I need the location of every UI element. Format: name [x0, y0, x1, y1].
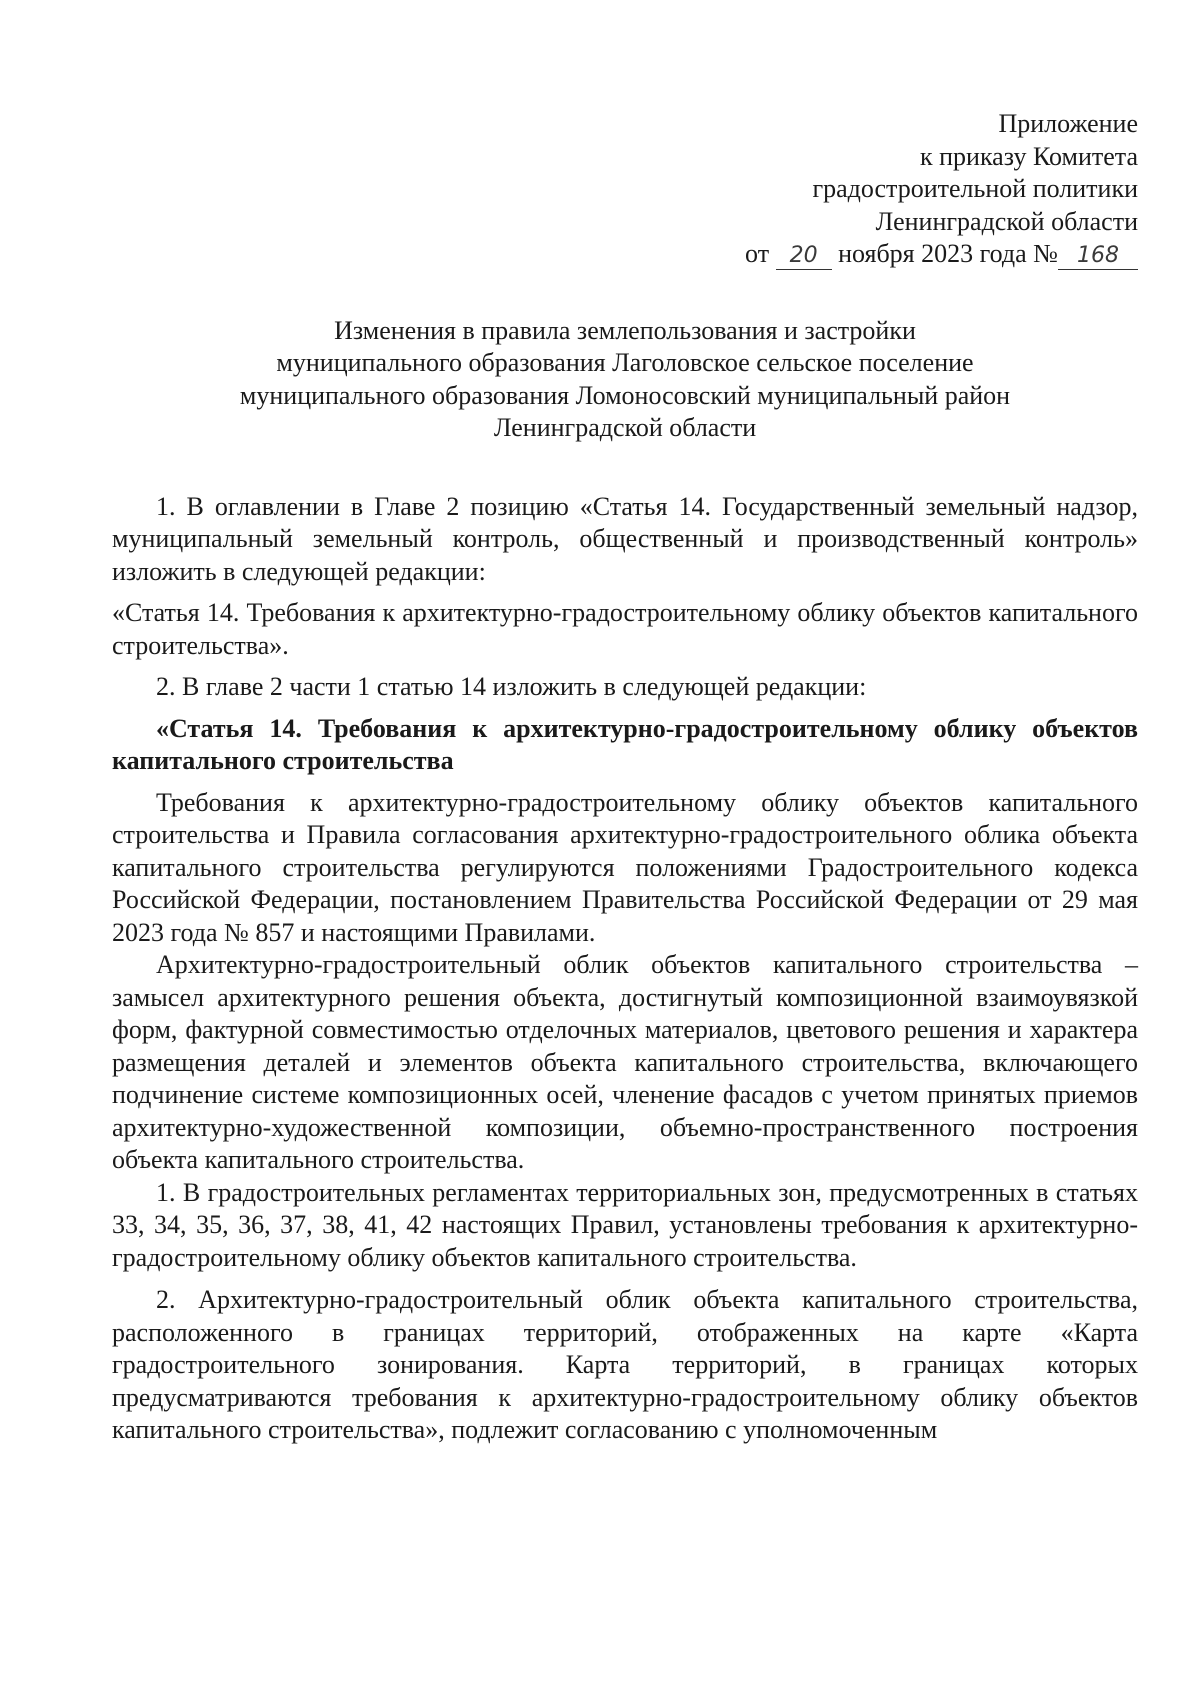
paragraph-new-title: «Статья 14. Требования к архитектурно-градостроительному облику объектов капитального строительства». [112, 598, 1138, 660]
document-body [112, 491, 1138, 1447]
title-line: Изменения в правила землепользования и застройки [334, 315, 916, 345]
document-title [112, 315, 1138, 445]
order-date-line [112, 238, 1138, 271]
title-line: Ленинградской области [493, 413, 757, 442]
committee-name: градостроительной политики [812, 174, 1138, 203]
article-paragraph: Архитектурно-градостроительный облик объектов капитального строительства – замысел архитектурного решения объекта, достигнутый композиционной взаимоувязкой форм, фактурной совместимостью отделочных материалов, цветового решения и характера размещения деталей и элементов объекта капитального строительства, включающего подчинение системе композиционных осей, членение фасадов с учетом принятых приемов архитектурно-художественной композиции, объемно-пространственного построения объекта капитального строительства. [112, 950, 1138, 1174]
document-page [112, 108, 1138, 1447]
appendix-label: Приложение [998, 109, 1138, 138]
date-prefix: от [745, 239, 770, 268]
region-name: Ленинградской области [875, 206, 1138, 236]
paragraph-item-1: 1. В оглавлении в Главе 2 позицию «Статья 14. Государственный земельный надзор, муниципальный земельный контроль, общественный и производственный контроль» изложить в следующей редакции: [112, 491, 1138, 586]
order-reference: к приказу Комитета [919, 141, 1138, 171]
handwritten-order-number: 168 [1058, 243, 1138, 270]
date-month-year: ноября 2023 года № [838, 239, 1058, 268]
article-paragraph: Требования к архитектурно-градостроительному облику объектов капитального строительства и Правила согласования архитектурно-градостроительного облика объекта капитального строительства регулируются положениями Градостроительного кодекса Российской Федерации, постановлением Правительства Российской Федерации от 29 мая 2023 года № 857 и настоящими Правилами. [112, 787, 1138, 947]
title-line: муниципального образования Лаголовское сельское поселение [276, 348, 974, 377]
title-line: муниципального образования Ломоносовский муниципальный район [239, 380, 1011, 410]
article-heading: «Статья 14. Требования к архитектурно-градостроительному облику объектов капитального строительства [112, 713, 1138, 775]
article-paragraph: 1. В градостроительных регламентах территориальных зон, предусмотренных в статьях 33, 34, 35, 36, 37, 38, 41, 42 настоящих Правил, установлены требования к архитектурно-градостроительному облику объектов капитального строительства. [112, 1177, 1138, 1272]
paragraph-item-2: 2. В главе 2 части 1 статью 14 изложить в следующей редакции: [156, 672, 867, 701]
appendix-header [112, 108, 1138, 271]
handwritten-day: 20 [776, 243, 832, 270]
article-paragraph: 2. Архитектурно-градостроительный облик объекта капитального строительства, расположенного в границах территорий, отображенных на карте «Карта градостроительного зонирования. Карта территорий, в границах которых предусматриваются требования к архитектурно-градостроительному облику объектов капитального строительства», подлежит согласованию с уполномоченным [112, 1285, 1138, 1444]
